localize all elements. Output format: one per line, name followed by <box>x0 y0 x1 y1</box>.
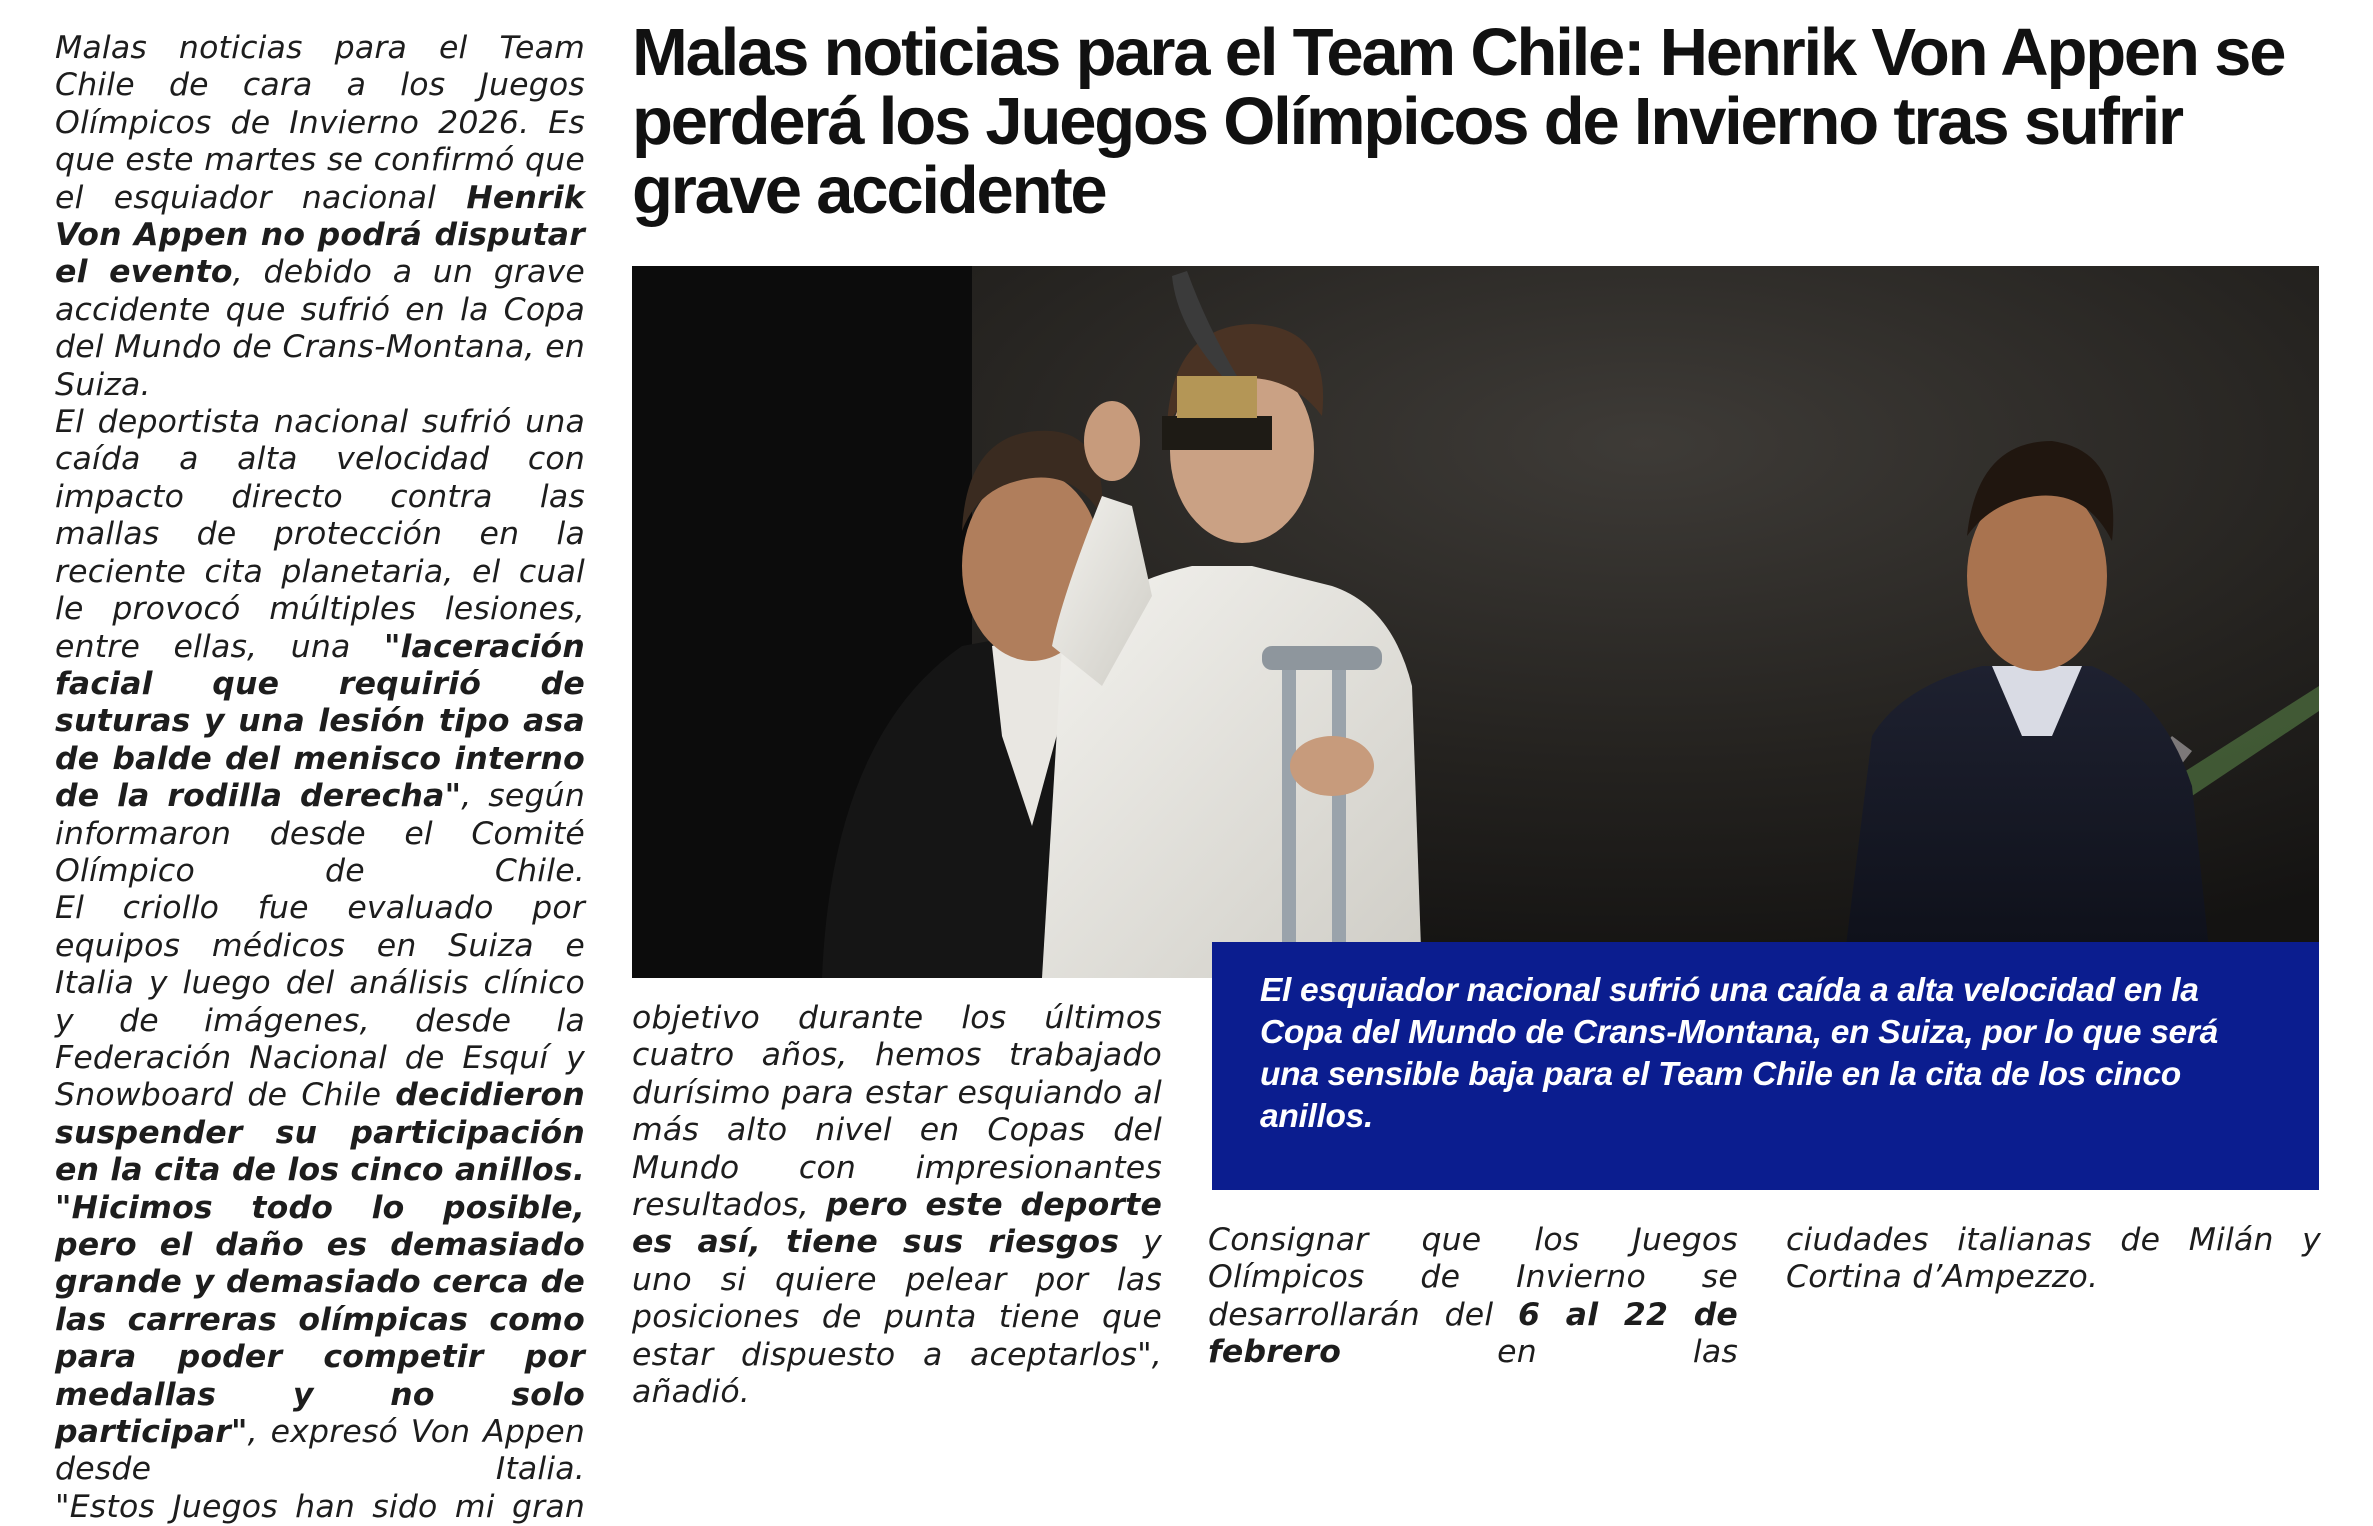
article-column-middle <box>632 1000 1162 1411</box>
paragraph-injury: El deportista nacional sufrió una caída a alta velocidad con impacto directo contra las mallas de protección en la reciente cita planetaria, el cual le provocó múltiples lesiones, entre ellas, una "laceración facial que requirió de suturas y una lesión tipo asa de balde del menisco interno de la rodilla derecha", según informaron desde el Comité Olímpico de Chile. <box>55 404 585 889</box>
article-column-bottom-left <box>1208 1222 1738 1372</box>
paragraph-cities: ciudades italianas de Milán y Cortina d’Ampezzo. <box>1786 1222 2321 1296</box>
paragraph-intro: Malas noticias para el Team Chile de cara a los Juegos Olímpicos de Invierno 2026. Es que este martes se confirmó que el esquiador nacional Henrik Von Appen no podrá disputar el evento, debido a un grave accidente que sufrió en la Copa del Mundo de Crans-Montana, en Suiza. <box>55 30 585 403</box>
paragraph-quote: "Hicimos todo lo posible, pero el daño es demasiado grande y demasiado cerca de las carreras olímpicas como para poder competir por medallas y no solo participar", expresó Von Appen desde Italia. <box>55 1189 585 1488</box>
article-column-bottom-right <box>1786 1222 2321 1297</box>
paragraph-quote-start: "Estos Juegos han sido mi gran <box>55 1488 585 1525</box>
emphasis-text: pero este deporte es así, tiene sus riesgos <box>632 1187 1163 1261</box>
photo-caption: El esquiador nacional sufrió una caída a alta velocidad en la Copa del Mundo de Crans-Montana, en Suiza, por lo que será una sensible baja para el Team Chile en la cita de los cinco anillos. <box>1260 972 2218 1135</box>
photo-caption-box <box>1212 942 2319 1190</box>
emphasis-text: Henrik Von Appen no podrá disputar el evento <box>55 179 585 291</box>
paragraph-dates: Consignar que los Juegos Olímpicos de Invierno se desarrollarán del 6 al 22 de febrero en las <box>1208 1222 1739 1371</box>
emphasis-text: decidieron suspender su participación en la cita de los cinco anillos. <box>55 1077 585 1189</box>
paragraph-decision: El criollo fue evaluado por equipos médicos en Suiza e Italia y luego del análisis clínico y de imágenes, desde la Federación Nacional de Esquí y Snowboard de Chile decidieron suspender su participación en la cita de los cinco anillos. <box>55 890 585 1189</box>
emphasis-text: "laceración facial que requirió de suturas y una lesión tipo asa de balde del menisco interno de la rodilla derecha" <box>55 628 585 815</box>
article-column-left <box>55 30 585 1526</box>
article-photo <box>632 266 2319 978</box>
paragraph-quote-continued: objetivo durante los últimos cuatro años, hemos trabajado durísimo para estar esquiando al más alto nivel en Copas del Mundo con impresionantes resultados, pero este deporte es así, tiene sus riesgos y uno si quiere pelear por las posiciones de punta tiene que estar dispuesto a aceptarlos", añadió. <box>632 1000 1163 1411</box>
emphasis-text: "Hicimos todo lo posible, pero el daño es demasiado grande y demasiado cerca de las carreras olímpicas como para poder competir por medallas y no solo participar" <box>55 1189 585 1451</box>
emphasis-text: 6 al 22 de febrero <box>1208 1296 1739 1371</box>
headline: Malas noticias para el Team Chile: Henrik Von Appen se perderá los Juegos Olímpicos de Invierno tras sufrir grave accidente <box>632 15 2285 228</box>
